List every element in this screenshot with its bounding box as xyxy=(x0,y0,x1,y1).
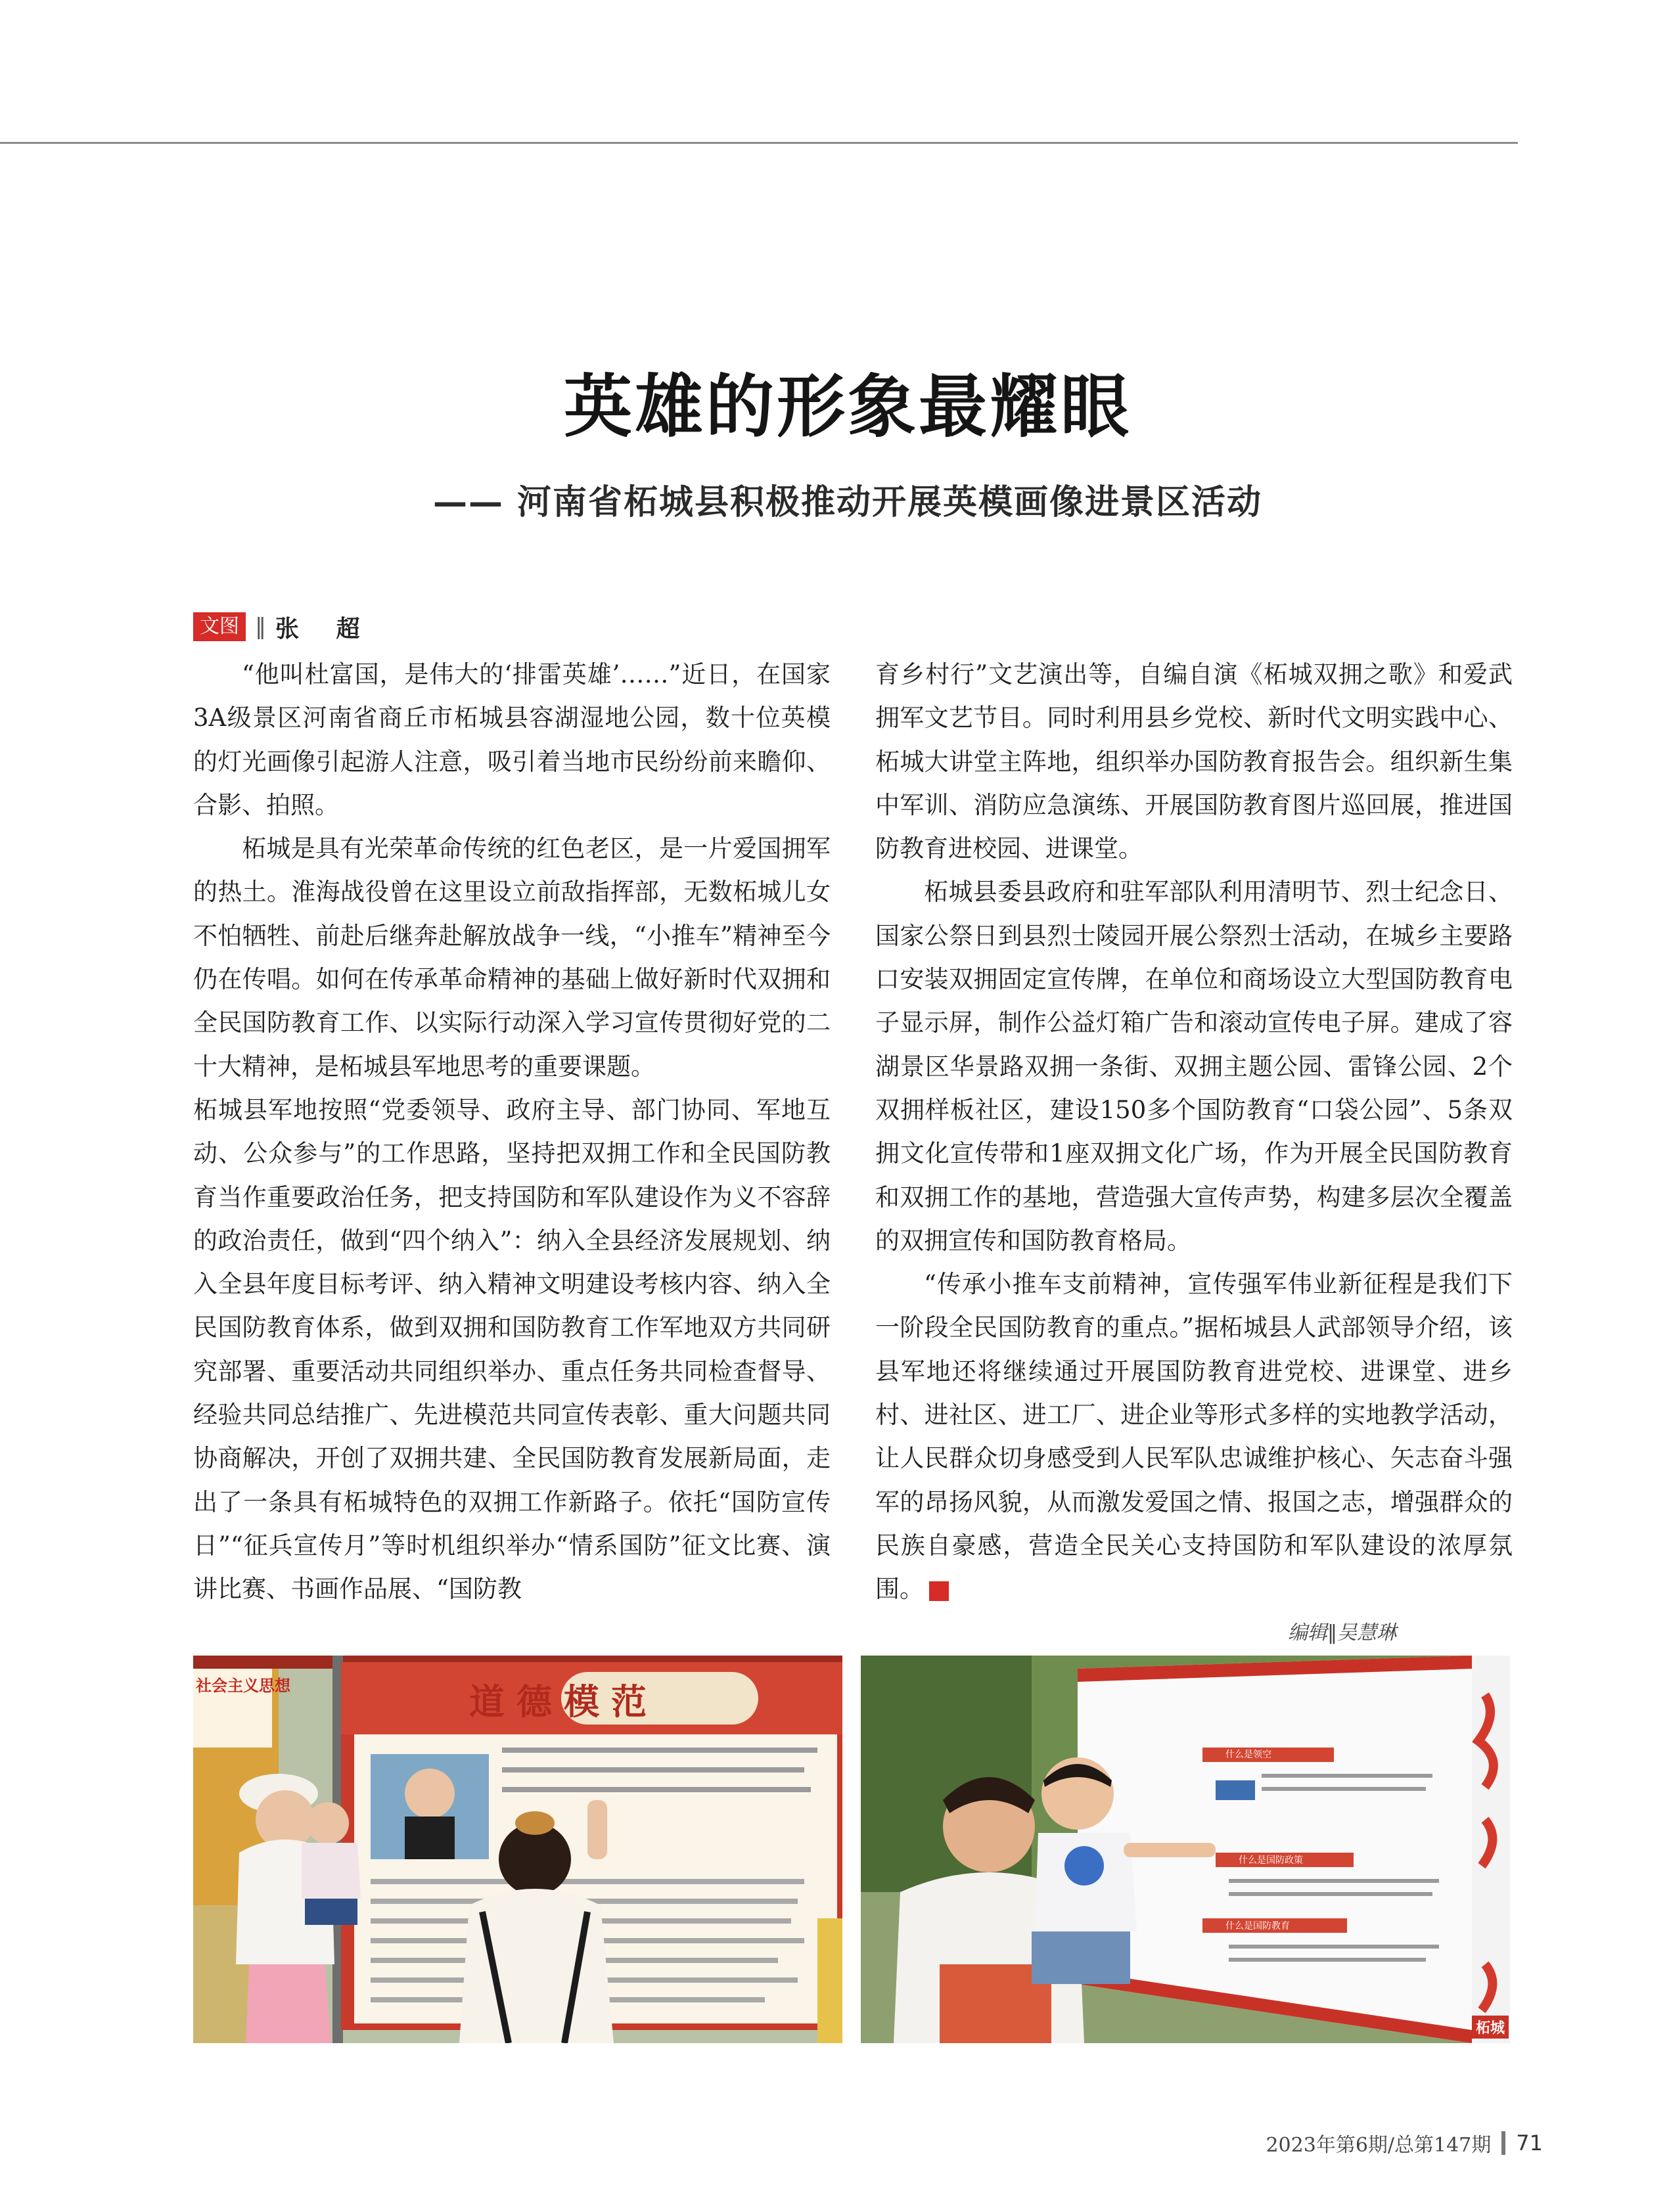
byline xyxy=(193,611,375,643)
article-title: 英雄的形象最耀眼 xyxy=(563,367,1132,447)
article-column-right xyxy=(875,653,1513,1612)
paragraph-text: “传承小推车支前精神，宣传强军伟业新征程是我们下一阶段全民国防教育的重点。”据柘城县人武部领导介绍，该县军地还将继续通过开展国防教育进党校、进课堂、进乡村、进社区、进工厂、进企业等形式多样的实地教学活动，让人民群众切身感受到人民军队忠诚维护核心、矢志奋斗强军的昂扬风貌，从而激发爱国之情、报国之志，增强群众的民族自豪感，营造全民关心支持国防和军队建设的浓厚氛围。 xyxy=(875,1270,1513,1604)
paragraph: “他叫杜富国，是伟大的‘排雷英雄’……”近日，在国家3A级景区河南省商丘市柘城县容湖湿地公园，数十位英模的灯光画像引起游人注意，吸引着当地市民纷纷前来瞻仰、合影、拍照。 xyxy=(193,660,831,819)
end-mark-icon: G xyxy=(929,1581,949,1601)
paragraph: 柘城是具有光荣革命传统的红色老区，是一片爱国拥军的热土。淮海战役曾在这里设立前敌指挥部，无数柘城儿女不怕牺牲、前赴后继奔赴解放战争一线，“小推车”精神至今仍在传唱。如何在传承革命精神的基础上做好新时代双拥和全民国防教育工作、以实际行动深入学习宣传贯彻好党的二十大精神，是柘城县军地思考的重要课题。 xyxy=(193,834,831,1081)
board-heading-airspace: 什么是领空 xyxy=(1225,1749,1271,1760)
byline-author: 张 超 xyxy=(275,615,375,643)
footer-divider xyxy=(1501,2131,1505,2155)
page-number: 71 xyxy=(1516,2131,1543,2156)
page-footer xyxy=(1266,2129,1543,2157)
photo-moral-model-board xyxy=(193,1656,842,2043)
article-subtitle: —— 河南省柘城县积极推动开展英模画像进景区活动 xyxy=(432,483,1263,522)
header-rule xyxy=(0,142,1518,144)
article-column-left xyxy=(193,653,831,1612)
board-title: 道德模范 xyxy=(469,1681,658,1723)
byline-separator: ‖ xyxy=(255,614,266,640)
editor-credit: 编辑‖吴慧琳 xyxy=(1288,1621,1396,1644)
paragraph: 柘城县委县政府和驻军部队利用清明节、烈士纪念日、国家公祭日到县烈士陵园开展公祭烈士活动，在城乡主要路口安装双拥固定宣传牌，在单位和商场设立大型国防教育电子显示屏，制作公益灯箱广告和滚动宣传电子屏。建成了容湖景区华景路双拥一条街、双拥主题公园、雷锋公园、2个双拥样板社区，建设150多个国防教育“口袋公园”、5条双拥文化宣传带和1座双拥文化广场，作为开展全民国防教育和双拥工作的基地，营造强大宣传声势，构建多层次全覆盖的双拥宣传和国防教育格局。 xyxy=(875,878,1513,1255)
issue-info: 2023年第6期/总第147期 xyxy=(1266,2134,1492,2157)
paragraph-last xyxy=(875,1263,1513,1611)
paragraph: 育乡村行”文艺演出等，自编自演《柘城双拥之歌》和爱武拥军文艺节目。同时利用县乡党校、新时代文明实践中心、柘城大讲堂主阵地，组织举办国防教育报告会。组织新生集中军训、消防应急演练、开展国防教育图片巡回展，推进国防教育进校园、进课堂。 xyxy=(875,660,1513,863)
byline-badge: 文图 xyxy=(193,612,246,641)
board-corner-label: 柘城 xyxy=(1472,2016,1509,2039)
side-banner-text: 社会主义思想 xyxy=(196,1677,290,1695)
board-heading-defense-education: 什么是国防教育 xyxy=(1225,1921,1290,1931)
board-heading-defense-policy: 什么是国防政策 xyxy=(1239,1855,1303,1866)
paragraph: 柘城县军地按照“党委领导、政府主导、部门协同、军地互动、公众参与”的工作思路，坚持把双拥工作和全民国防教育当作重要政治任务，把支持国防和军队建设作为义不容辞的政治责任，做到“四个纳入”：纳入全县经济发展规划、纳入全县年度目标考评、纳入精神文明建设考核内容、纳入全民国防教育体系，做到双拥和国防教育工作军地双方共同研究部署、重要活动共同组织举办、重点任务共同检查督导、经验共同总结推广、先进模范共同宣传表彰、重大问题共同协商解决，开创了双拥共建、全民国防教育发展新局面，走出了一条具有柘城特色的双拥工作新路子。依托“国防宣传日”“征兵宣传月”等时机组织举办“情系国防”征文比赛、演讲比赛、书画作品展、“国防教 xyxy=(193,1095,831,1604)
photo-defense-education-board xyxy=(861,1656,1510,2043)
